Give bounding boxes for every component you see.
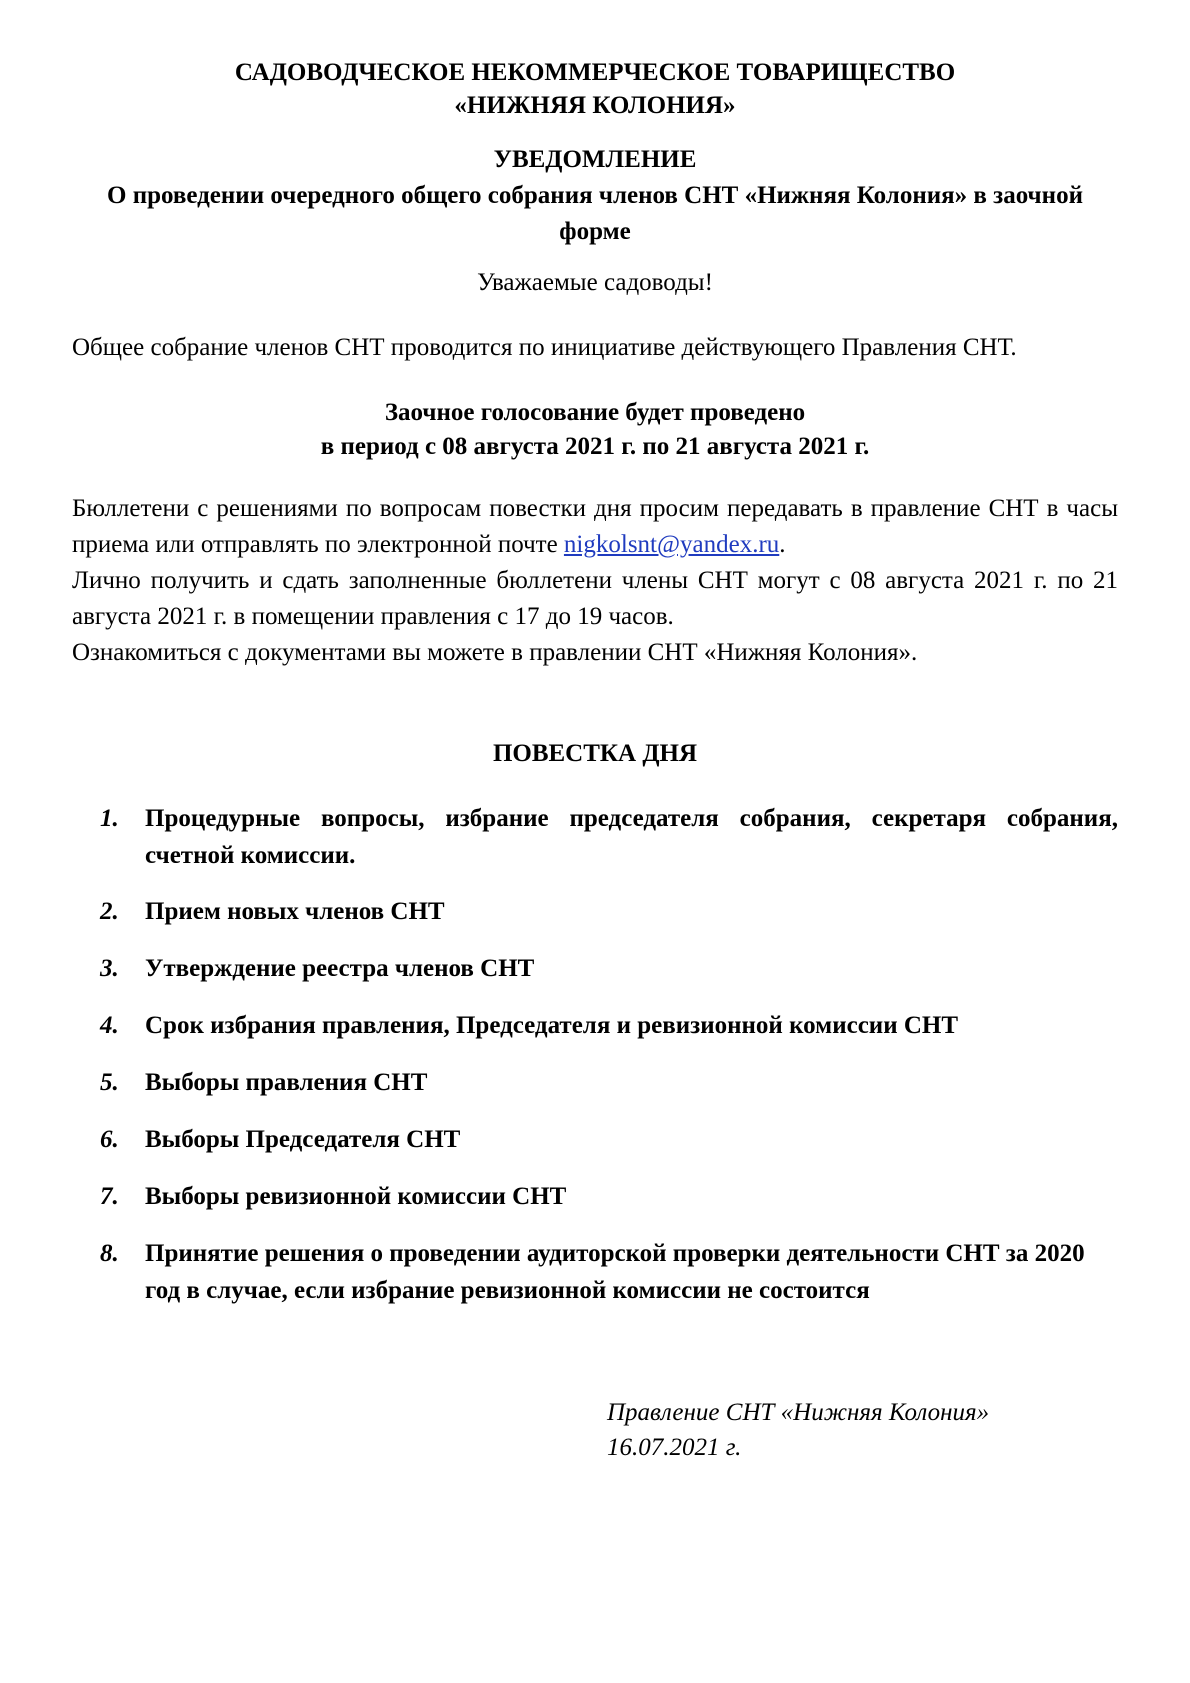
documents-text: Ознакомиться с документами вы можете в правлении СНТ «Нижняя Колония». [72,639,918,666]
agenda-item [100,800,1118,874]
agenda-item-number: 6. [100,1126,119,1153]
notice-title: УВЕДОМЛЕНИЕ [493,146,697,173]
greeting: Уважаемые садоводы! [477,269,713,296]
agenda-item-text: Срок избрания правления, Председателя и ревизионной комиссии СНТ [145,1012,959,1039]
voting-heading: Заочное голосование будет проведено [384,399,806,426]
agenda-item [100,950,1118,987]
agenda-item-number: 3. [100,955,119,982]
agenda-item [100,1178,1118,1215]
agenda-item [100,1121,1118,1158]
agenda-item-text: Утверждение реестра членов СНТ [145,955,535,982]
notice-subtitle: О проведении очередного общего собрания членов СНТ «Нижняя Колония» в заочной форме [107,182,1083,245]
agenda-item [100,1064,1118,1101]
agenda-item-number: 7. [100,1183,119,1210]
ballots-paragraph [72,491,1118,671]
signature-date: 16.07.2021 г. [607,1434,742,1461]
agenda-item-number: 2. [100,898,119,925]
agenda-item [100,1007,1118,1044]
agenda-item-text: Прием новых членов СНТ [145,898,445,925]
agenda-item-number: 8. [100,1240,119,1267]
agenda-item-text: Процедурные вопросы, избрание председателя собрания, секретаря собрания, счетной комиссии. [145,805,1118,869]
ballots-text: Бюллетени с решениями по вопросам повестки дня просим передавать в правление СНТ в часы приема или отправлять по электронной почте [72,495,1118,558]
agenda-item-number: 1. [100,805,119,832]
org-name: САДОВОДЧЕСКОЕ НЕКОММЕРЧЕСКОЕ ТОВАРИЩЕСТВО [234,59,956,86]
ballots-text-end: . [779,531,786,558]
voting-period: в период с 08 августа 2021 г. по 21 августа 2021 г. [320,433,870,460]
agenda-item-number: 4. [100,1012,119,1039]
agenda-title: ПОВЕСТКА ДНЯ [492,740,698,767]
agenda-item [100,1235,1118,1309]
agenda-item-text: Выборы правления СНТ [145,1069,428,1096]
personal-submission-text: Лично получить и сдать заполненные бюллетени члены СНТ могут с 08 августа 2021 г. по 21 августа 2021 г. в помещении правления с 17 до 19 часов. [72,567,1118,630]
agenda-item [100,893,1118,930]
agenda-item-text: Принятие решения о проведении аудиторской проверки деятельности СНТ за 2020 год в случае, если избрание ревизионной комиссии не состоится [145,1240,1085,1304]
org-name-quoted: «НИЖНЯЯ КОЛОНИЯ» [454,92,736,119]
initiative-paragraph: Общее собрание членов СНТ проводится по инициативе действующего Правления СНТ. [72,334,1017,361]
agenda-item-text: Выборы ревизионной комиссии СНТ [145,1183,567,1210]
agenda-item-text: Выборы Председателя СНТ [145,1126,461,1153]
agenda-item-number: 5. [100,1069,119,1096]
signature-block [607,1395,989,1465]
email-link[interactable]: nigkolsnt@yandex.ru [563,531,780,558]
signature-author: Правление СНТ «Нижняя Колония» [607,1399,990,1426]
